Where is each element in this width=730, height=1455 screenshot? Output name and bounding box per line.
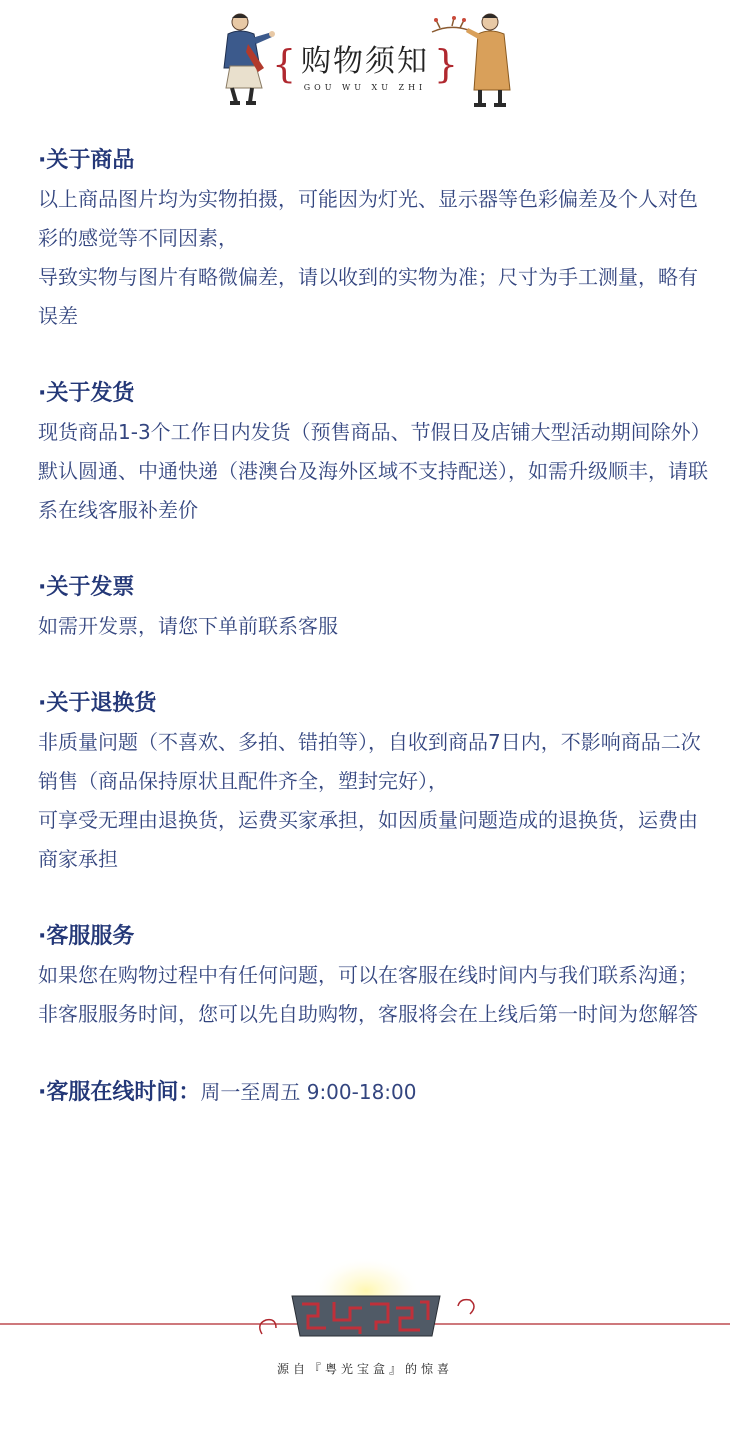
section-paragraph: 如需开发票，请您下单前联系客服 (38, 614, 338, 638)
section-paragraph: 以上商品图片均为实物拍摄，可能因为灯光、显示器等色彩偏差及个人对色彩的感觉等不同因素， (38, 187, 698, 250)
section-paragraph: 非质量问题（不喜欢、多拍、错拍等），自收到商品7日内，不影响商品二次销售（商品保持原状且配件齐全，塑封完好）， (38, 730, 701, 793)
section-paragraph: 如果您在购物过程中有任何问题，可以在客服在线时间内与我们联系沟通； (38, 963, 698, 987)
left-brace-ornament: { (272, 42, 297, 86)
service-hours (38, 1073, 708, 1111)
section-customer-service (38, 918, 708, 1034)
section-paragraph: 导致实物与图片有略微偏差，请以收到的实物为准；尺寸为手工测量，略有误差 (38, 265, 698, 328)
section-about-returns (38, 685, 708, 879)
section-heading: ·关于商品 (38, 148, 135, 173)
section-heading: ·客服服务 (38, 924, 135, 949)
figure-right-illustration (430, 10, 520, 110)
figure-left-illustration (216, 10, 276, 110)
footer-slogan: 源自『粤光宝盒』的惊喜 (276, 1362, 453, 1376)
page-footer (0, 1250, 730, 1455)
section-paragraph: 可享受无理由退换货，运费买家承担，如因质量问题造成的退换货，运费由商家承担 (38, 808, 698, 871)
section-paragraph: 现货商品1-3个工作日内发货（预售商品、节假日及店铺大型活动期间除外） (38, 420, 711, 444)
page-subtitle: GOU WU XU ZHI (303, 83, 427, 92)
page-title: 购物须知 (301, 44, 429, 79)
right-brace-ornament: } (433, 42, 458, 86)
section-about-invoice (38, 569, 708, 646)
service-hours-label: ·客服在线时间： (38, 1080, 201, 1105)
section-heading: ·关于发票 (38, 575, 135, 600)
service-hours-value: 周一至周五 9:00-18:00 (200, 1080, 417, 1104)
notice-content (38, 142, 711, 1111)
section-heading: ·关于退换货 (38, 691, 157, 716)
section-heading: ·关于发货 (38, 381, 135, 406)
page-header (0, 0, 730, 120)
section-paragraph: 默认圆通、中通快递（港澳台及海外区域不支持配送），如需升级顺丰，请联系在线客服补差价 (38, 459, 708, 522)
section-about-shipping (38, 375, 711, 530)
section-about-products (38, 142, 708, 336)
section-paragraph: 非客服服务时间，您可以先自助购物，客服将会在上线后第一时间为您解答 (38, 1002, 698, 1026)
treasure-box-icon (0, 1250, 730, 1360)
